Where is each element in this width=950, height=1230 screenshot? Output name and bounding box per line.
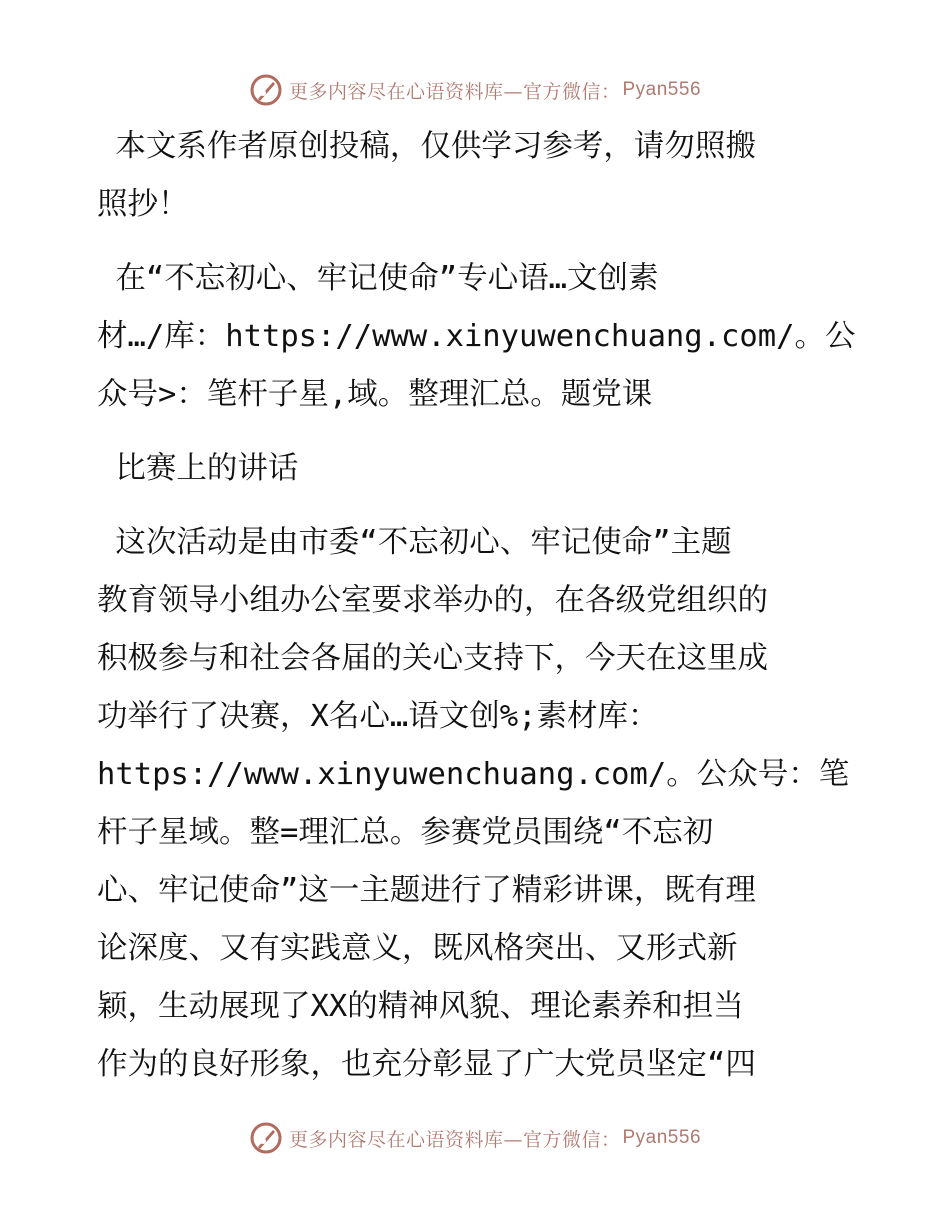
- footer-banner: [0, 1118, 950, 1158]
- text-line: 积极参与和社会各届的关心支持下，今天在这里成: [97, 641, 768, 676]
- paragraph-source: [97, 250, 857, 424]
- footer-wechat-id: Pyan556: [622, 1127, 702, 1148]
- paragraph-body: [97, 514, 857, 1094]
- text-line: https://www.xinyuwenchuang.com/。公众号：笔: [97, 757, 850, 792]
- text-line: 本文系作者原创投稿，仅供学习参考，请勿照搬: [97, 129, 756, 164]
- text-line: 功举行了决赛，X名心…语文创%;素材库：: [97, 699, 659, 734]
- paragraph-title: [97, 440, 857, 498]
- text-line: 材…/库：https://www.xinyuwenchuang.com/。公: [97, 319, 856, 354]
- paragraph-disclaimer: [97, 118, 857, 234]
- text-line: 论深度、又有实践意义，既风格突出、又形式新: [97, 931, 738, 966]
- text-line: 在“不忘初心、牢记使命”专心语…文创素: [97, 261, 659, 296]
- text-line: 这次活动是由市委“不忘初心、牢记使命”主题: [97, 525, 732, 560]
- text-line: 心、牢记使命”这一主题进行了精彩讲课，既有理: [97, 873, 756, 908]
- header-banner-text: 更多内容尽在心语资料库—官方微信：: [288, 80, 621, 103]
- article-body: [97, 118, 857, 1094]
- header-banner: [0, 70, 950, 110]
- text-line: 照抄！: [97, 187, 189, 222]
- quill-logo-icon: [249, 73, 283, 107]
- text-line: 杆子星域。整=理汇总。参赛党员围绕“不忘初: [97, 815, 714, 850]
- quill-logo-icon: [249, 1121, 283, 1155]
- text-line: 颖，生动展现了XX的精神风貌、理论素养和担当: [97, 989, 744, 1024]
- text-line: 作为的良好形象，也充分彰显了广大党员坚定“四: [97, 1047, 756, 1082]
- footer-banner-text: 更多内容尽在心语资料库—官方微信：: [288, 1128, 621, 1151]
- text-line: 比赛上的讲话: [97, 451, 299, 486]
- text-line: 教育领导小组办公室要求举办的，在各级党组织的: [97, 583, 768, 618]
- text-line: 众号>：笔杆子星,域。整理汇总。题党课: [97, 377, 653, 412]
- header-wechat-id: Pyan556: [622, 79, 702, 100]
